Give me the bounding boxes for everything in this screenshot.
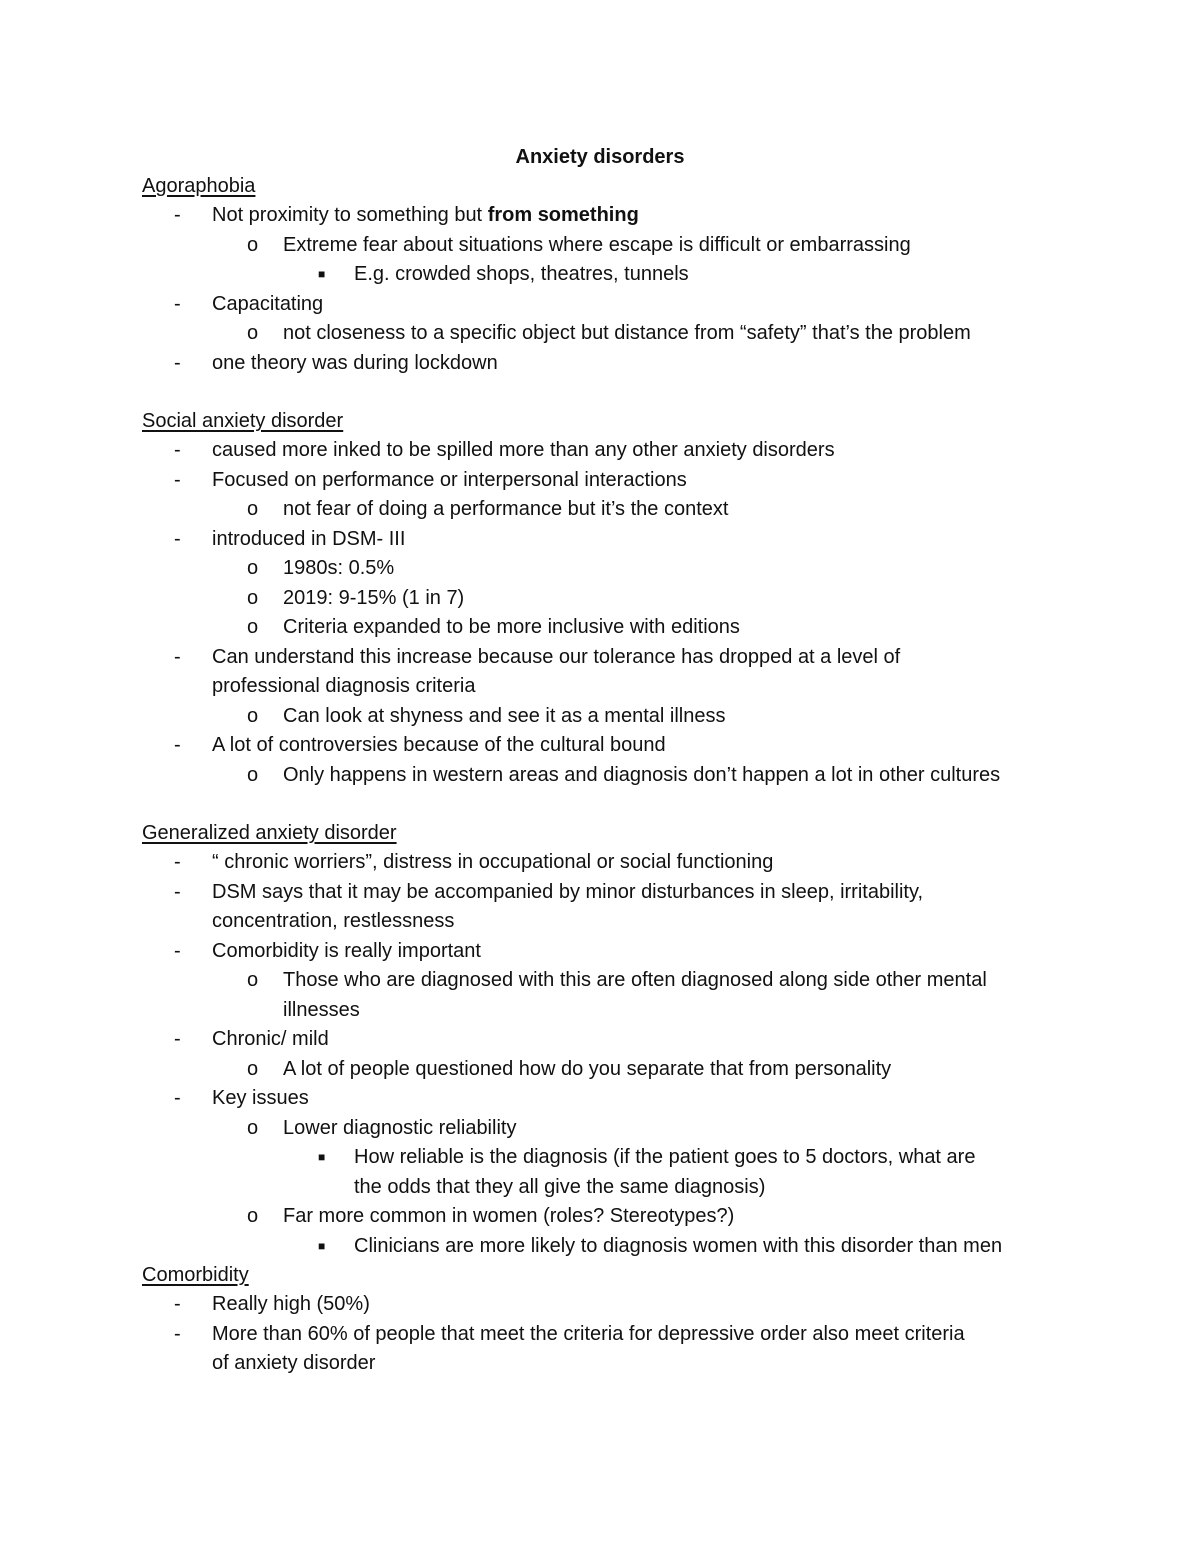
bullet-text: not fear of doing a performance but it’s the context	[283, 498, 729, 520]
bullet-text: not closeness to a specific object but distance from “safety” that’s the problem	[283, 322, 971, 344]
section-agoraphobia	[142, 172, 1072, 378]
bullet-item	[142, 201, 1072, 231]
bullet-text: “ chronic worriers”, distress in occupational or social functioning	[212, 851, 774, 873]
dash-marker: -	[174, 851, 181, 873]
bullet-text: illnesses	[283, 998, 360, 1021]
bullet-item	[142, 1084, 1072, 1114]
bullet-text: Extreme fear about situations where escape is difficult or embarrassing	[283, 233, 911, 256]
bullet-text: More than 60% of people that meet the criteria for depressive order also meet criteria	[212, 1322, 965, 1345]
dash-marker: -	[174, 439, 181, 461]
square-marker: ■	[318, 267, 326, 281]
bullet-text: DSM says that it may be accompanied by minor disturbances in sleep, irritability,	[212, 880, 924, 903]
square-marker: ■	[318, 1238, 326, 1253]
bullet-text: Far more common in women (roles? Stereotypes?)	[283, 1205, 735, 1227]
sub-sub-bullet-item	[142, 1143, 1072, 1173]
bullet-text: professional diagnosis criteria	[212, 675, 476, 697]
bullet-item	[142, 466, 1072, 496]
bullet-text: Focused on performance or interpersonal interactions	[212, 468, 687, 491]
circle-marker: o	[247, 616, 259, 638]
dash-marker: -	[174, 1293, 181, 1315]
section-heading: Generalized anxiety disorder	[142, 822, 397, 844]
section-heading: Agoraphobia	[142, 175, 256, 197]
bullet-item	[142, 1320, 1072, 1350]
sub-bullet-item	[142, 495, 1072, 525]
circle-marker: o	[247, 322, 259, 344]
section-heading: Social anxiety disorder	[142, 410, 344, 432]
circle-marker: o	[247, 233, 259, 256]
sub-bullet-item	[142, 584, 1072, 614]
section-heading: Comorbidity	[142, 1264, 249, 1286]
bullet-text: Really high (50%)	[212, 1293, 370, 1315]
circle-marker: o	[247, 1057, 259, 1080]
sub-bullet-item	[142, 231, 1072, 261]
sub-bullet-item	[142, 554, 1072, 584]
sub-bullet-item	[142, 761, 1072, 791]
dash-marker: -	[174, 734, 181, 756]
dash-marker: -	[174, 468, 181, 491]
sub-bullet-item	[142, 613, 1072, 643]
bullet-text: Comorbidity is really important	[212, 939, 481, 962]
bullet-continuation	[142, 672, 1072, 702]
dash-marker: -	[174, 1028, 181, 1050]
circle-marker: o	[247, 557, 259, 579]
bullet-item	[142, 1025, 1072, 1055]
dash-marker: -	[174, 527, 181, 550]
circle-marker: o	[247, 498, 259, 520]
bullet-item	[142, 436, 1072, 466]
sub-sub-bullet-item	[142, 1232, 1072, 1262]
bullet-item	[142, 1290, 1072, 1320]
bullet-text: A lot of controversies because of the cultural bound	[212, 734, 666, 756]
circle-marker: o	[247, 969, 259, 991]
bullet-text: E.g. crowded shops, theatres, tunnels	[354, 263, 689, 285]
section-comorbidity	[142, 1261, 1072, 1379]
bullet-item	[142, 349, 1072, 379]
bullet-text: Can understand this increase because our tolerance has dropped at a level of	[212, 645, 901, 668]
dash-marker: -	[174, 351, 181, 374]
bullet-text: Not proximity to something but	[212, 204, 488, 226]
sub-sub-bullet-continuation	[142, 1173, 1072, 1203]
sub-sub-bullet-item	[142, 260, 1072, 290]
bullet-text: Can look at shyness and see it as a mental illness	[283, 704, 726, 727]
circle-marker: o	[247, 1205, 259, 1227]
bullet-item	[142, 643, 1072, 673]
bullet-text: of anxiety disorder	[212, 1352, 376, 1374]
bullet-text: Criteria expanded to be more inclusive with editions	[283, 616, 740, 638]
bullet-text: Lower diagnostic reliability	[283, 1116, 517, 1139]
dash-marker: -	[174, 292, 181, 315]
circle-marker: o	[247, 1116, 259, 1139]
dash-marker: -	[174, 939, 181, 962]
bullet-item	[142, 848, 1072, 878]
bullet-text: Only happens in western areas and diagnosis don’t happen a lot in other cultures	[283, 763, 1001, 786]
bullet-text: 1980s: 0.5%	[283, 557, 395, 579]
bullet-continuation	[142, 1349, 1072, 1379]
sub-bullet-continuation	[142, 996, 1072, 1026]
circle-marker: o	[247, 704, 259, 727]
dash-marker: -	[174, 204, 181, 226]
square-marker: ■	[318, 1150, 326, 1164]
sub-bullet-item	[142, 1055, 1072, 1085]
sub-bullet-item	[142, 966, 1072, 996]
section-social-anxiety	[142, 407, 1072, 790]
circle-marker: o	[247, 763, 259, 786]
bullet-text: introduced in DSM- III	[212, 527, 406, 550]
bullet-item	[142, 731, 1072, 761]
sub-bullet-item	[142, 702, 1072, 732]
sub-bullet-item	[142, 319, 1072, 349]
bullet-text: caused more inked to be spilled more than any other anxiety disorders	[212, 439, 835, 461]
bullet-text: Capacitating	[212, 292, 324, 315]
bullet-text: A lot of people questioned how do you separate that from personality	[283, 1057, 892, 1080]
sub-bullet-item	[142, 1202, 1072, 1232]
bullet-text: Chronic/ mild	[212, 1028, 329, 1050]
bullet-text: the odds that they all give the same diagnosis)	[354, 1175, 766, 1198]
document-title: Anxiety disorders	[515, 146, 685, 168]
bullet-text: 2019: 9-15% (1 in 7)	[283, 586, 465, 609]
bullet-item	[142, 525, 1072, 555]
bullet-text: Clinicians are more likely to diagnosis women with this disorder than men	[354, 1234, 1003, 1257]
dash-marker: -	[174, 880, 181, 903]
bullet-item	[142, 290, 1072, 320]
section-generalized-anxiety	[142, 819, 1072, 1261]
bullet-text: Key issues	[212, 1087, 309, 1109]
bullet-text: one theory was during lockdown	[212, 351, 498, 374]
bullet-item	[142, 878, 1072, 908]
dash-marker: -	[174, 1087, 181, 1109]
dash-marker: -	[174, 1322, 181, 1345]
bullet-text: concentration, restlessness	[212, 910, 455, 932]
document-content	[142, 172, 1072, 1379]
circle-marker: o	[247, 586, 259, 609]
bullet-text: Those who are diagnosed with this are often diagnosed along side other mental	[283, 969, 987, 991]
sub-bullet-item	[142, 1114, 1072, 1144]
bullet-text: How reliable is the diagnosis (if the patient goes to 5 doctors, what are	[354, 1146, 976, 1168]
bullet-text-bold: from something	[487, 204, 639, 226]
dash-marker: -	[174, 645, 181, 668]
bullet-item	[142, 937, 1072, 967]
bullet-continuation	[142, 907, 1072, 937]
